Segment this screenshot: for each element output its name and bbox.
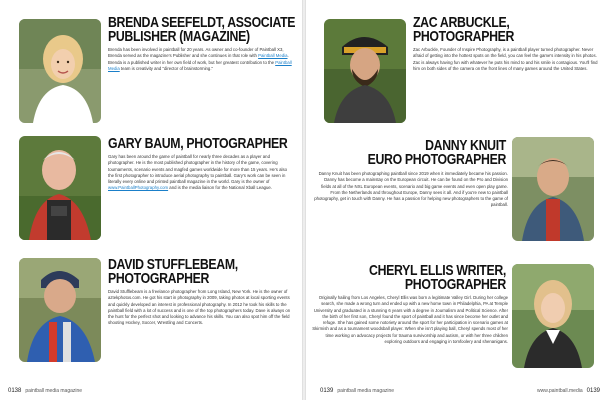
- magazine-name-right: paintball media magazine: [337, 388, 395, 394]
- photo-zac-arbuckle: [324, 19, 406, 123]
- magazine-url[interactable]: www.paintball.media: [537, 388, 583, 394]
- entry-danny-knuit: [318, 139, 506, 169]
- photo-david-stufflebeam: [19, 258, 101, 362]
- right-folio-right: [537, 388, 600, 394]
- right-page: [306, 0, 608, 400]
- name-danny-knuit: DANNY KNUIT EURO PHOTOGRAPHER: [367, 137, 506, 168]
- bio-zac-arbuckle: Zac Arbuckle, Founder of Inspire Photography, is a paintball player turned photographer. Never afraid of getting into the hottest spots on the field, you can feel the game's intensity in his photos. Zac is always having fun with whatever he puts his mind to and his smile is contagious. You'll find him on both sides of the camera on the front lines of many games around the United States.: [413, 47, 598, 71]
- bio-danny-knuit: Danny Knuit has been photographing paintball since 2019 when it immediately became his passion. Danny has become a mainstay on the European circuit. He can be found on the Pro and Division fields at all of the NXL European events, scenario and big game events and even open play game. From the Netherlands and throughout Europe, Danny sees it all. And if you're new to paintball photography, get in touch with Danny. He has a passion for helping new photographers to the game of paintball.: [314, 171, 508, 208]
- name-brenda-seefeldt: BRENDA SEEFELDT, ASSOCIATE PUBLISHER (MAGAZINE): [108, 14, 296, 45]
- magazine-name-left: paintball media magazine: [25, 388, 83, 394]
- paintball-media-link-2[interactable]: Paintball Media: [108, 59, 292, 71]
- name-zac-arbuckle: ZAC ARBUCKLE, PHOTOGRAPHER: [413, 14, 515, 45]
- page-number-left: 0138: [8, 388, 22, 394]
- left-page: [0, 0, 302, 400]
- bio-david-stufflebeam: David Stufflebeam is a freelance photographer from Long Island, New York. He is the owner of aztekphotos.com. He got his start in photography in 2009, taking photos at local sporting events and quickly developed an interest in professional photography. In 2012 he took his skills to the paintball field with a lot of success and is one of the top photographers today. Dave is always on the hunt for the perfect shot and looking to advance his skills. You can also spot him off the field shooting Hockey, Soccer, Wrestling and Concerts.: [108, 289, 291, 326]
- bio-gary-baum: Gary has been around the game of paintball for nearly three decades as a player and photographer. He is the most published photographer in the history of the game, covering tournaments, scenario events and magfed games worldwide for more than 15 years. He's also the first photographer to introduce aerial photography to paintball. Gary's work can be seen in literally every online and printed paintball magazine in the world. Gary is the owner of www.PaintballPhotography.com and is the media liaison for the National Xball League.: [108, 154, 287, 191]
- name-gary-baum: GARY BAUM, PHOTOGRAPHER: [108, 135, 288, 152]
- entry-cheryl-ellis: [318, 264, 506, 294]
- paintball-photography-link[interactable]: www.PaintballPhotography.com: [108, 185, 169, 191]
- photo-danny-knuit: [512, 137, 594, 241]
- entry-gary-baum: [108, 137, 294, 192]
- page-number-right-b: 0139: [586, 388, 600, 394]
- paintball-media-link[interactable]: Paintball Media: [258, 53, 288, 59]
- right-folio-left: [320, 388, 394, 394]
- photo-brenda-seefeldt: [19, 19, 101, 123]
- page-number-right-a: 0139: [320, 388, 334, 394]
- entry-zac-arbuckle: [413, 16, 601, 72]
- bio-brenda-seefeldt: Brenda has been involved in paintball for 20 years. As owner and co-founder of Paintball X3, Brenda served as the magazine's Publisher and she continues in that role with Paintball Media. Brenda is a published writer in her own field of work, but her greatest contribution to the Paintball Media team is creativity and "director of brainstorming.": [108, 47, 292, 71]
- name-cheryl-ellis: CHERYL ELLIS WRITER, PHOTOGRAPHER: [369, 262, 506, 293]
- photo-cheryl-ellis: [512, 264, 594, 368]
- bio-cheryl-ellis: Originally hailing from Los Angeles, Cheryl Ellis was born a legitimate Valley Girl. During her college search, she made a wrong turn and ended up with a new home town in Philadelphia, PA at Temple University and graduated in a stunning 6 years with a degree in Journalism and Political Science. After the birth of her first son, Cheryl found the sport of paintball and it has since become her outlet and refuge. She has gained some notoriety around the sport for her participation in scenario games at Skirmish and as a tournament woodsball player. When she isn't playing ball, Cheryl spends most of her time working on advocacy projects for trauma survivorship and autism, or with her three children exploring outdoors and engaging in tomfoolery and shenanigans.: [312, 295, 508, 345]
- name-david-stufflebeam: DAVID STUFFLEBEAM, PHOTOGRAPHER: [108, 256, 238, 287]
- entry-brenda-seefeldt: [108, 16, 294, 72]
- photo-gary-baum: [19, 136, 101, 240]
- left-folio: [8, 388, 82, 394]
- entry-david-stufflebeam: [108, 258, 294, 327]
